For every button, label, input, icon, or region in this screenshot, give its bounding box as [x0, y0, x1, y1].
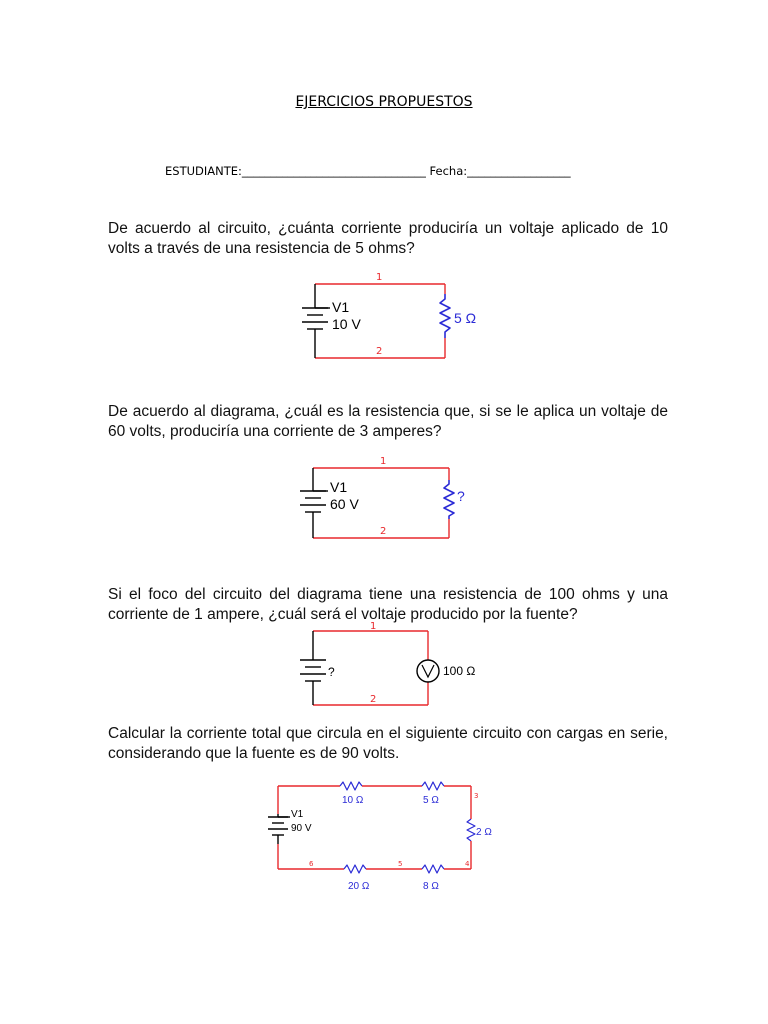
node-2-label: 2: [376, 346, 383, 357]
lamp-icon: [417, 660, 439, 682]
question-4-text: Calcular la corriente total que circula en el siguiente circuito con cargas en serie, considerando que la fuente es de 90 volts.: [108, 725, 668, 762]
source-name: V1: [291, 809, 304, 820]
node-4-label: 4: [465, 860, 470, 868]
resistor-2-label: 2 Ω: [476, 827, 492, 838]
circuit-diagram-1: [290, 268, 490, 378]
node-1-label: 1: [380, 456, 387, 467]
student-date-line: ESTUDIANTE:________________________________ Fecha:__________________: [165, 164, 571, 178]
source-value: 10 V: [332, 316, 361, 332]
question-1-text: De acuerdo al circuito, ¿cuánta corriente produciría un voltaje aplicado de 10 volts a través de una resistencia de 5 ohms?: [108, 220, 668, 257]
resistor-8-label: 8 Ω: [423, 881, 439, 892]
resistor-value: ?: [457, 488, 465, 504]
source-name: V1: [332, 299, 350, 315]
lamp-resistance-value: 100 Ω: [443, 664, 476, 678]
resistor-5-label: 5 Ω: [423, 795, 439, 806]
source-value: ?: [328, 665, 335, 679]
question-3-text: Si el foco del circuito del diagrama tiene una resistencia de 100 ohms y una corriente de 1 ampere, ¿cuál será el voltaje producido por la fuente?: [108, 586, 668, 623]
resistor-10-label: 10 Ω: [342, 795, 364, 806]
node-3-label: 3: [474, 792, 479, 800]
circuit-diagram-3: [290, 622, 510, 712]
node-1-label: 1: [376, 272, 383, 283]
circuit-diagram-4: [262, 774, 512, 894]
page-title: EJERCICIOS PROPUESTOS: [295, 94, 473, 110]
resistor-value: 5 Ω: [454, 310, 477, 326]
question-2-text: De acuerdo al diagrama, ¿cuál es la resistencia que, si se le aplica un voltaje de 60 volts, produciría una corriente de 3 amperes?: [108, 403, 668, 440]
node-2-label: 2: [380, 526, 387, 537]
node-1-label: 1: [370, 621, 377, 632]
circuit-diagram-2: [290, 453, 490, 553]
source-name: V1: [330, 479, 348, 495]
node-6-label: 6: [309, 860, 314, 868]
resistor-20-label: 20 Ω: [348, 881, 370, 892]
node-5-label: 5: [398, 860, 403, 868]
node-2-label: 2: [370, 694, 377, 705]
source-value: 90 V: [291, 823, 312, 834]
source-value: 60 V: [330, 496, 359, 512]
